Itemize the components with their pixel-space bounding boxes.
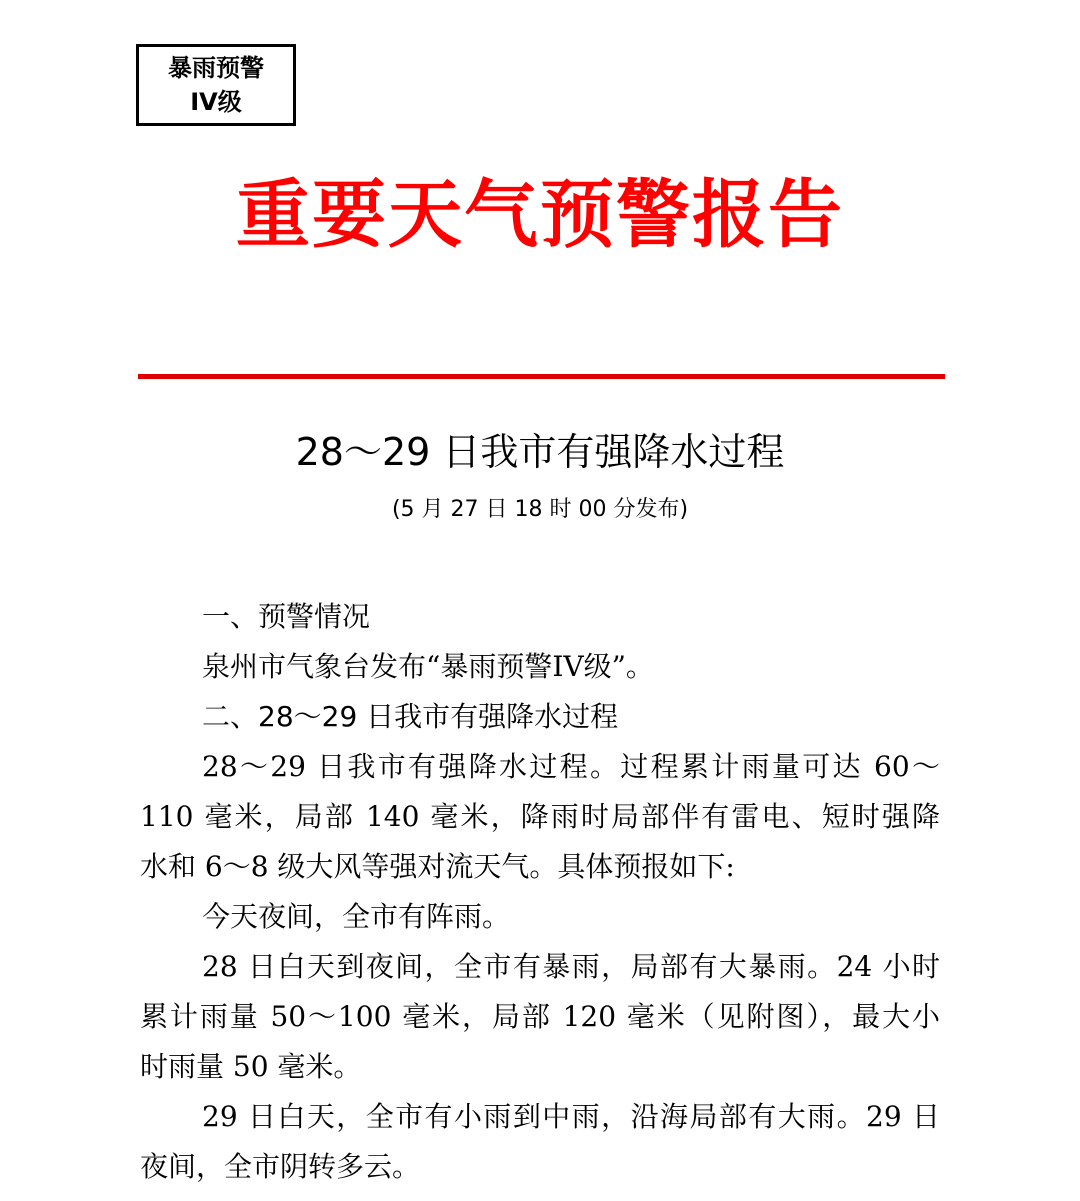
paragraph-line: 泉州市气象台发布“暴雨预警IV级”。	[202, 650, 654, 683]
headline: 28～29 日我市有强降水过程	[295, 430, 785, 474]
section-heading: 一、预警情况	[202, 600, 371, 633]
section-heading: 二、28～29 日我市有强降水过程	[202, 700, 619, 733]
warning-level-line-1: 暴雨预警	[168, 54, 264, 82]
warning-level-box	[136, 44, 296, 126]
paragraph-line: 28～29 日我市有强降水过程。过程累计雨量可达 60～	[202, 750, 940, 783]
issue-time: (5 月 27 日 18 时 00 分发布)	[391, 497, 689, 522]
warning-level-line-2: IV级	[190, 88, 242, 116]
paragraph-line: 累计雨量 50～100 毫米，局部 120 毫米（见附图），最大小	[140, 1000, 940, 1033]
paragraph-line: 110 毫米，局部 140 毫米，降雨时局部伴有雷电、短时强降	[140, 800, 940, 833]
paragraph-line: 今天夜间，全市有阵雨。	[202, 900, 511, 933]
paragraph-line: 时雨量 50 毫米。	[140, 1050, 362, 1083]
paragraph-line: 29 日白天，全市有小雨到中雨，沿海局部有大雨。29 日	[202, 1100, 940, 1133]
paragraph-line: 28 日白天到夜间，全市有暴雨，局部有大暴雨。24 小时	[202, 950, 940, 983]
report-title: 重要天气预警报告	[236, 172, 844, 258]
paragraph-line: 夜间，全市阴转多云。	[140, 1150, 421, 1183]
red-divider	[138, 374, 945, 379]
paragraph-line: 水和 6～8 级大风等强对流天气。具体预报如下:	[140, 850, 735, 883]
